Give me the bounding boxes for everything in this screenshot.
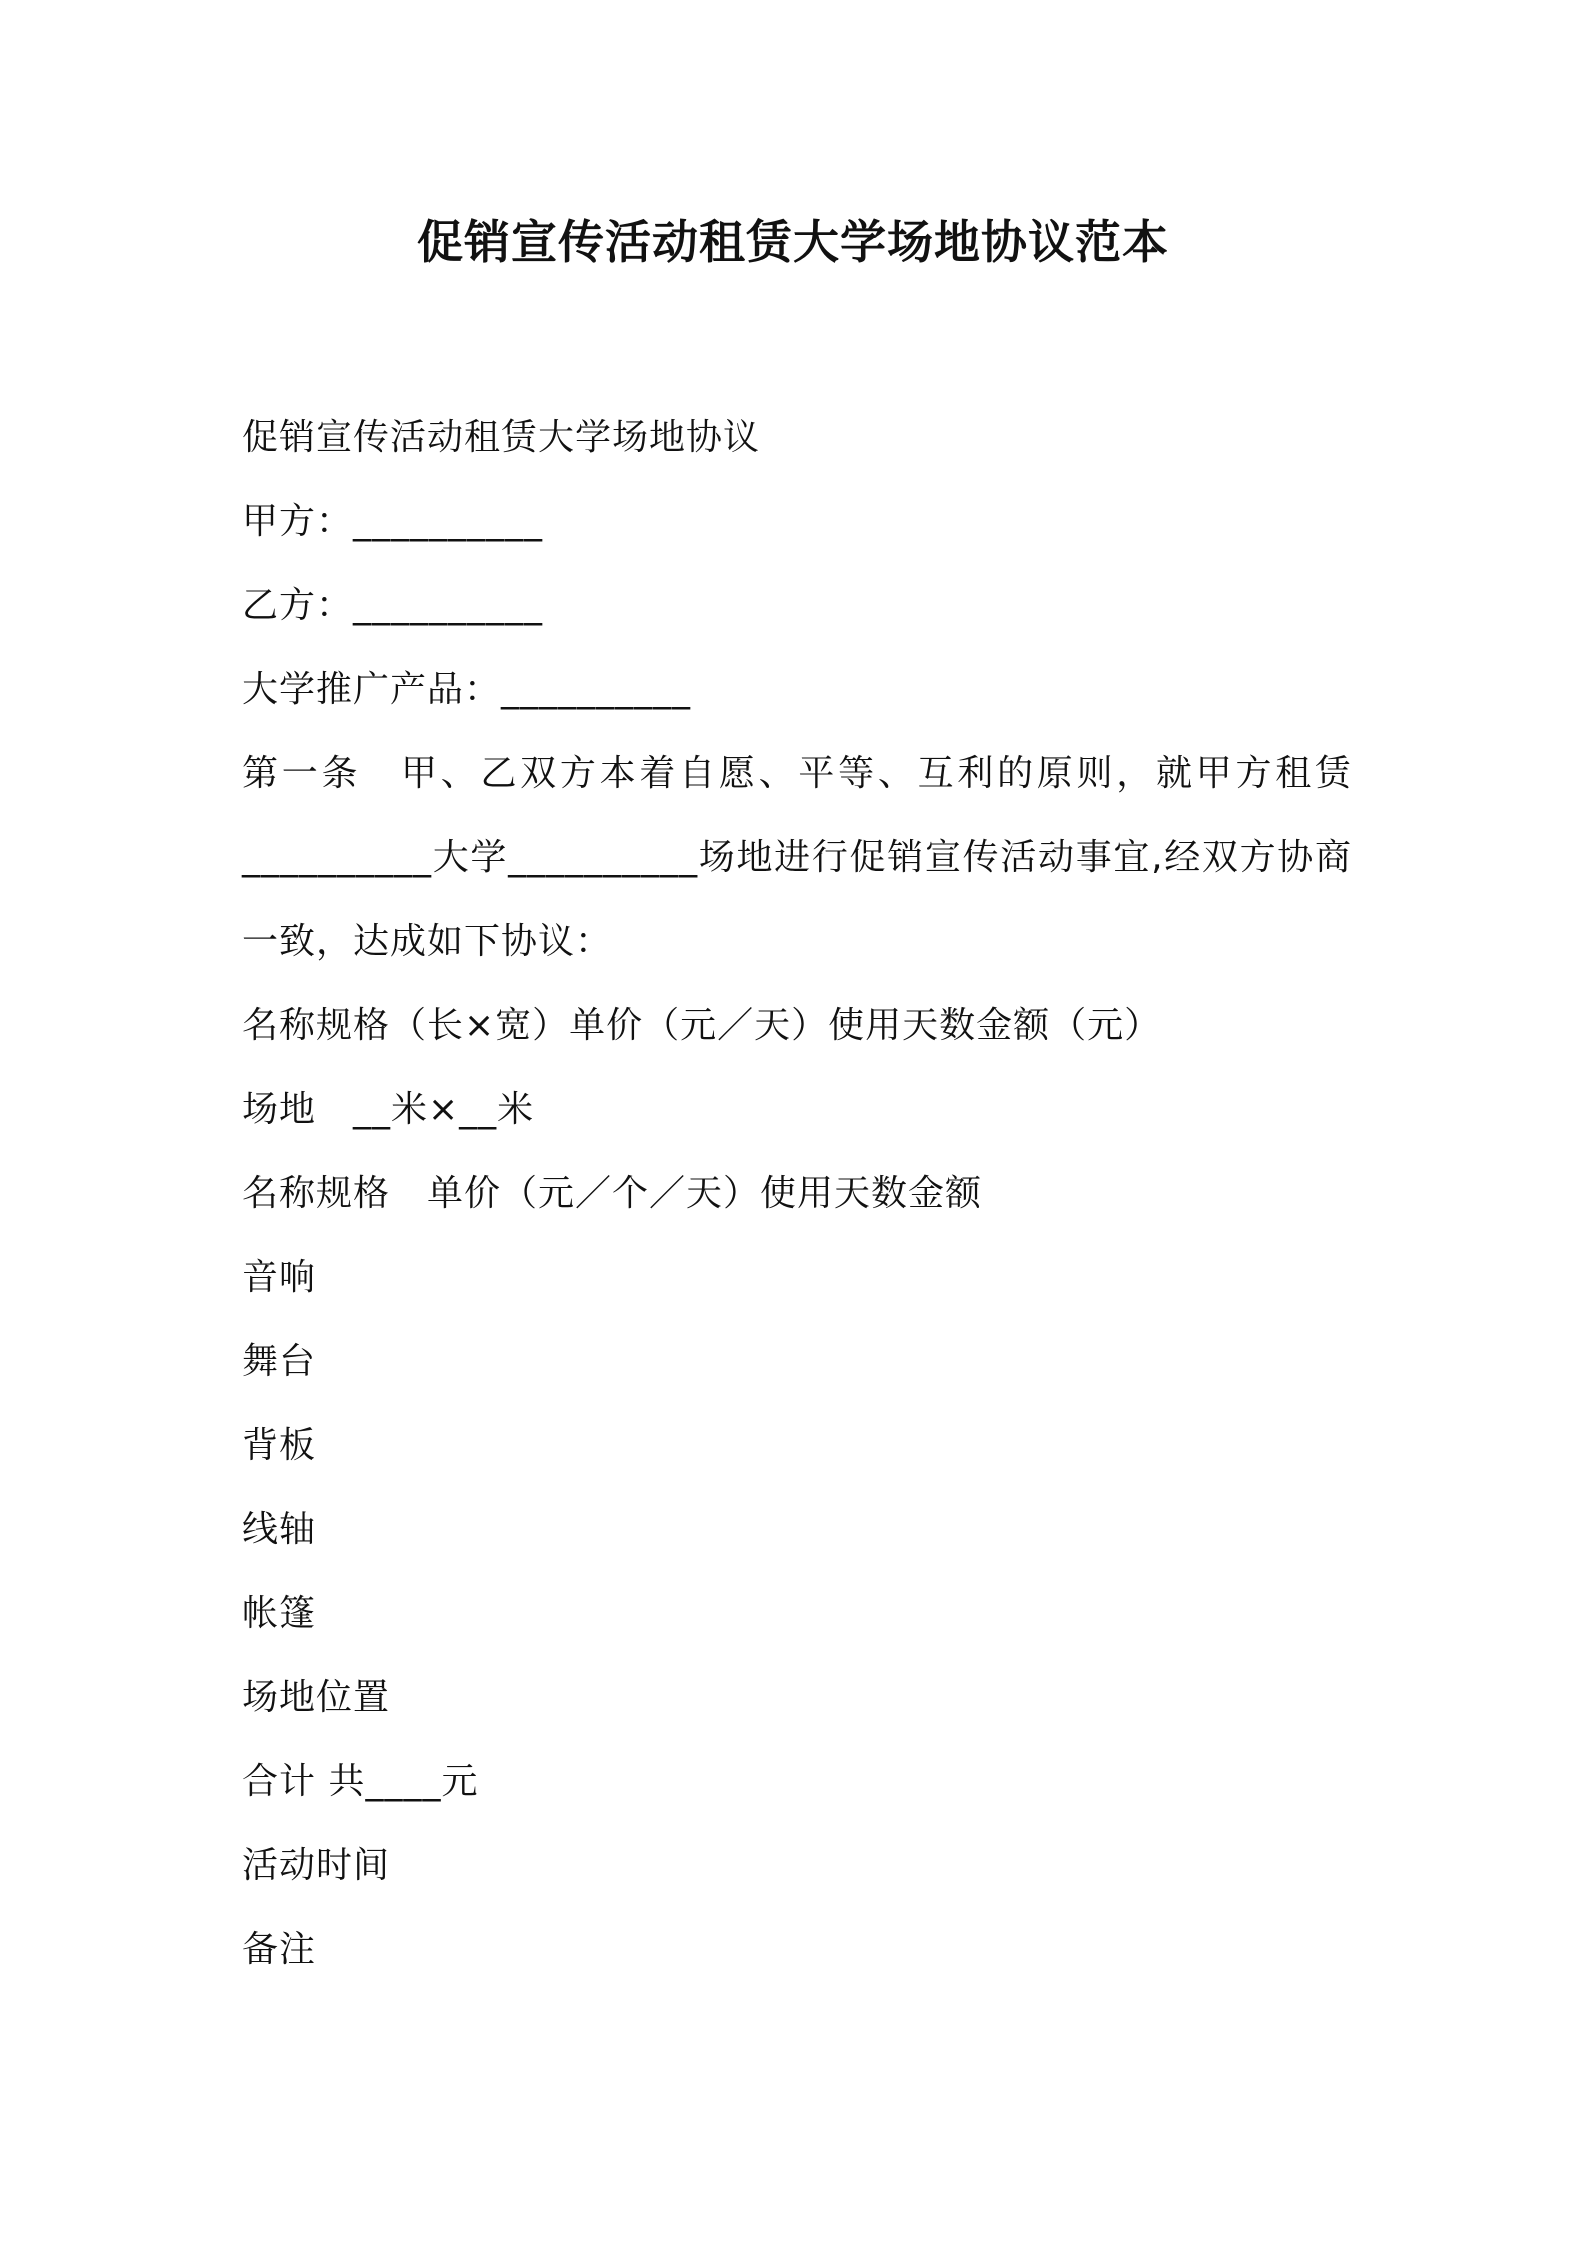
venue-size-line: 场地 __米×__米 bbox=[242, 1089, 535, 1130]
item-tent: 帐篷 bbox=[242, 1593, 317, 1634]
total-line: 合计 共____元 bbox=[242, 1761, 479, 1802]
item-backdrop: 背板 bbox=[242, 1425, 317, 1466]
equipment-table-header: 名称规格 单价（元／个／天）使用天数金额 bbox=[242, 1173, 983, 1214]
item-audio: 音响 bbox=[242, 1257, 317, 1298]
article-one-line-3: 一致，达成如下协议： bbox=[242, 921, 613, 962]
document-body bbox=[242, 408, 1352, 2004]
article-one-line-1: 第一条 甲、乙双方本着自愿、平等、互利的原则，就甲方租赁 bbox=[242, 753, 1352, 794]
item-cable-reel: 线轴 bbox=[242, 1509, 317, 1550]
party-a-line: 甲方：__________ bbox=[242, 501, 544, 542]
activity-time-line: 活动时间 bbox=[242, 1845, 391, 1886]
venue-table-header: 名称规格（长×宽）单价（元／天）使用天数金额（元） bbox=[242, 1005, 1162, 1046]
venue-location-line: 场地位置 bbox=[242, 1677, 391, 1718]
item-stage: 舞台 bbox=[242, 1341, 317, 1382]
remarks-line: 备注 bbox=[242, 1929, 317, 1970]
document-title: 促销宣传活动租赁大学场地协议范本 bbox=[417, 215, 1169, 269]
agreement-heading: 促销宣传活动租赁大学场地协议 bbox=[242, 417, 761, 458]
party-b-line: 乙方：__________ bbox=[242, 585, 544, 626]
promoted-product-line: 大学推广产品：__________ bbox=[242, 669, 692, 710]
article-one-line-2: __________大学__________场地进行促销宣传活动事宜,经双方协商 bbox=[242, 837, 1352, 878]
